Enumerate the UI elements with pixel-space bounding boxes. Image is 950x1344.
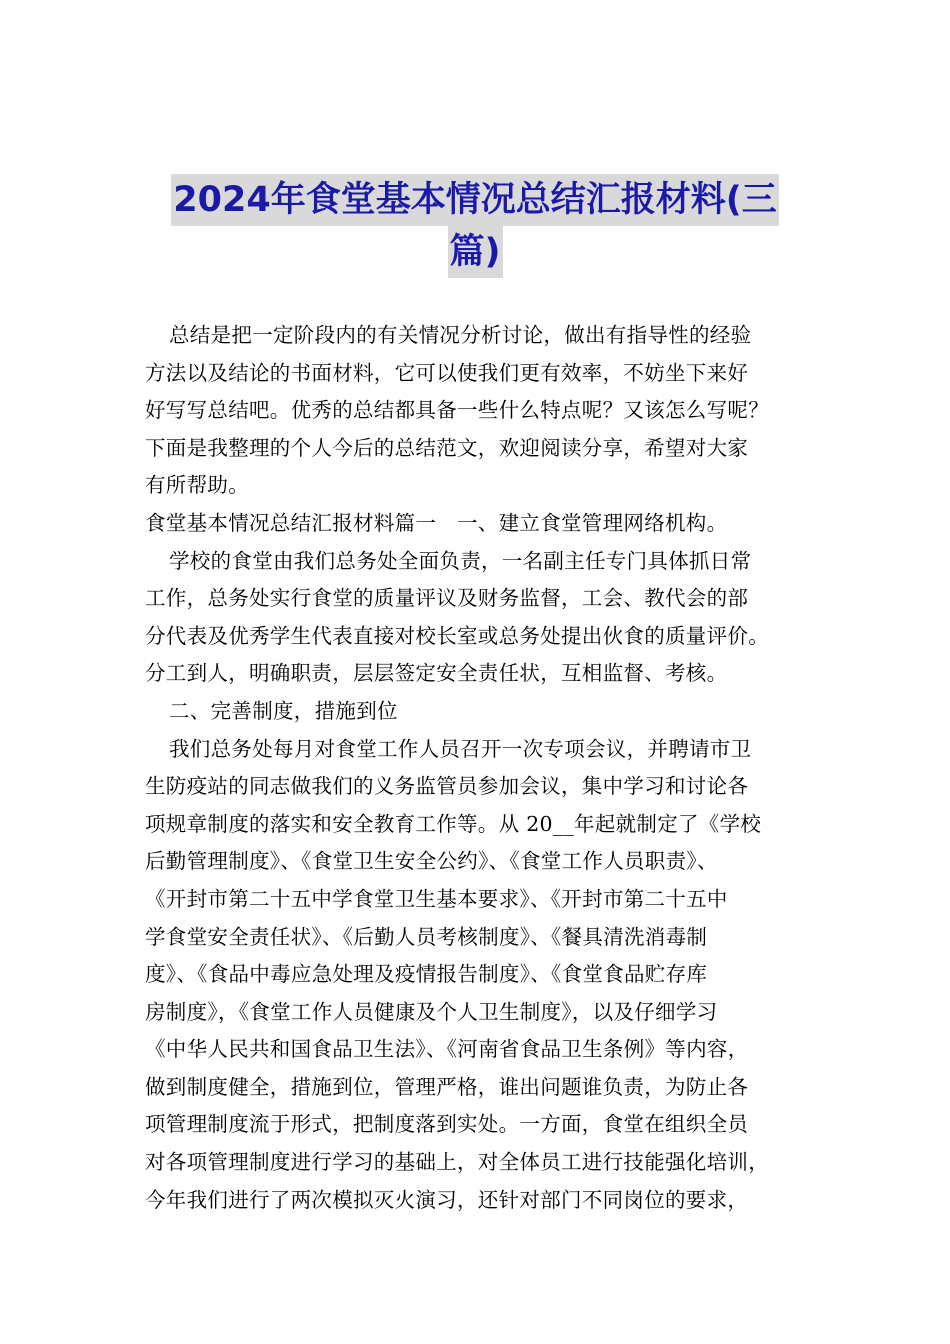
body-line: 我们总务处每月对食堂工作人员召开一次专项会议，并聘请市卫 bbox=[169, 736, 752, 761]
body-line: 总结是把一定阶段内的有关情况分析讨论，做出有指导性的经验 bbox=[169, 323, 752, 347]
title-line-2: 篇) bbox=[448, 226, 503, 278]
title-line-1: 2024年食堂基本情况总结汇报材料(三 bbox=[171, 174, 778, 226]
body-line: 《中华人民共和国食品卫生法》、《河南省食品卫生条例》等内容， bbox=[145, 1037, 749, 1062]
body-line: 分代表及优秀学生代表直接对校长室或总务处提出伙食的质量评价。 bbox=[145, 623, 769, 648]
body-line: 工作，总务处实行食堂的质量评议及财务监督，工会、教代会的部 bbox=[145, 586, 749, 611]
body-line: 做到制度健全，措施到位，管理严格，谁出问题谁负责，为防止各 bbox=[145, 1074, 749, 1099]
body-line: 好写写总结吧。优秀的总结都具备一些什么特点呢？又该怎么写呢？ bbox=[145, 398, 769, 423]
body-line: 分工到人，明确职责，层层签定安全责任状，互相监督、考核。 bbox=[145, 661, 728, 686]
body-line: 房制度》，《食堂工作人员健康及个人卫生制度》，以及仔细学习 bbox=[145, 999, 718, 1024]
body-line: 生防疫站的同志做我们的义务监管员参加会议，集中学习和讨论各 bbox=[145, 774, 749, 799]
body-line: 学校的食堂由我们总务处全面负责，一名副主任专门具体抓日常 bbox=[169, 548, 752, 573]
body-line: 对各项管理制度进行学习的基础上，对全体员工进行技能强化培训， bbox=[145, 1150, 769, 1175]
document-body bbox=[145, 317, 815, 1219]
body-line: 学食堂安全责任状》、《后勤人员考核制度》、《餐具清洗消毒制 bbox=[145, 924, 708, 949]
body-line: 后勤管理制度》、《食堂卫生安全公约》、《食堂工作人员职责》、 bbox=[145, 849, 718, 874]
body-line: 下面是我整理的个人今后的总结范文，欢迎阅读分享，希望对大家 bbox=[145, 435, 749, 460]
body-line: 项管理制度流于形式，把制度落到实处。一方面，食堂在组织全员 bbox=[145, 1112, 749, 1137]
body-line: 方法以及结论的书面材料，它可以使我们更有效率，不妨坐下来好 bbox=[145, 360, 749, 385]
section-heading: 食堂基本情况总结汇报材料篇一 一、建立食堂管理网络机构。 bbox=[145, 510, 728, 535]
body-line: 今年我们进行了两次模拟灭火演习，还针对部门不同岗位的要求， bbox=[145, 1187, 749, 1212]
body-line: 度》、《食品中毒应急处理及疫情报告制度》、《食堂食品贮存库 bbox=[145, 962, 708, 987]
body-line: 《开封市第二十五中学食堂卫生基本要求》、《开封市第二十五中 bbox=[145, 886, 728, 911]
body-line: 项规章制度的落实和安全教育工作等。从 20__年起就制定了《学校 bbox=[145, 811, 762, 836]
body-line: 有所帮助。 bbox=[145, 473, 249, 498]
subsection-heading: 二、完善制度，措施到位 bbox=[169, 698, 398, 723]
document-title bbox=[0, 174, 950, 278]
